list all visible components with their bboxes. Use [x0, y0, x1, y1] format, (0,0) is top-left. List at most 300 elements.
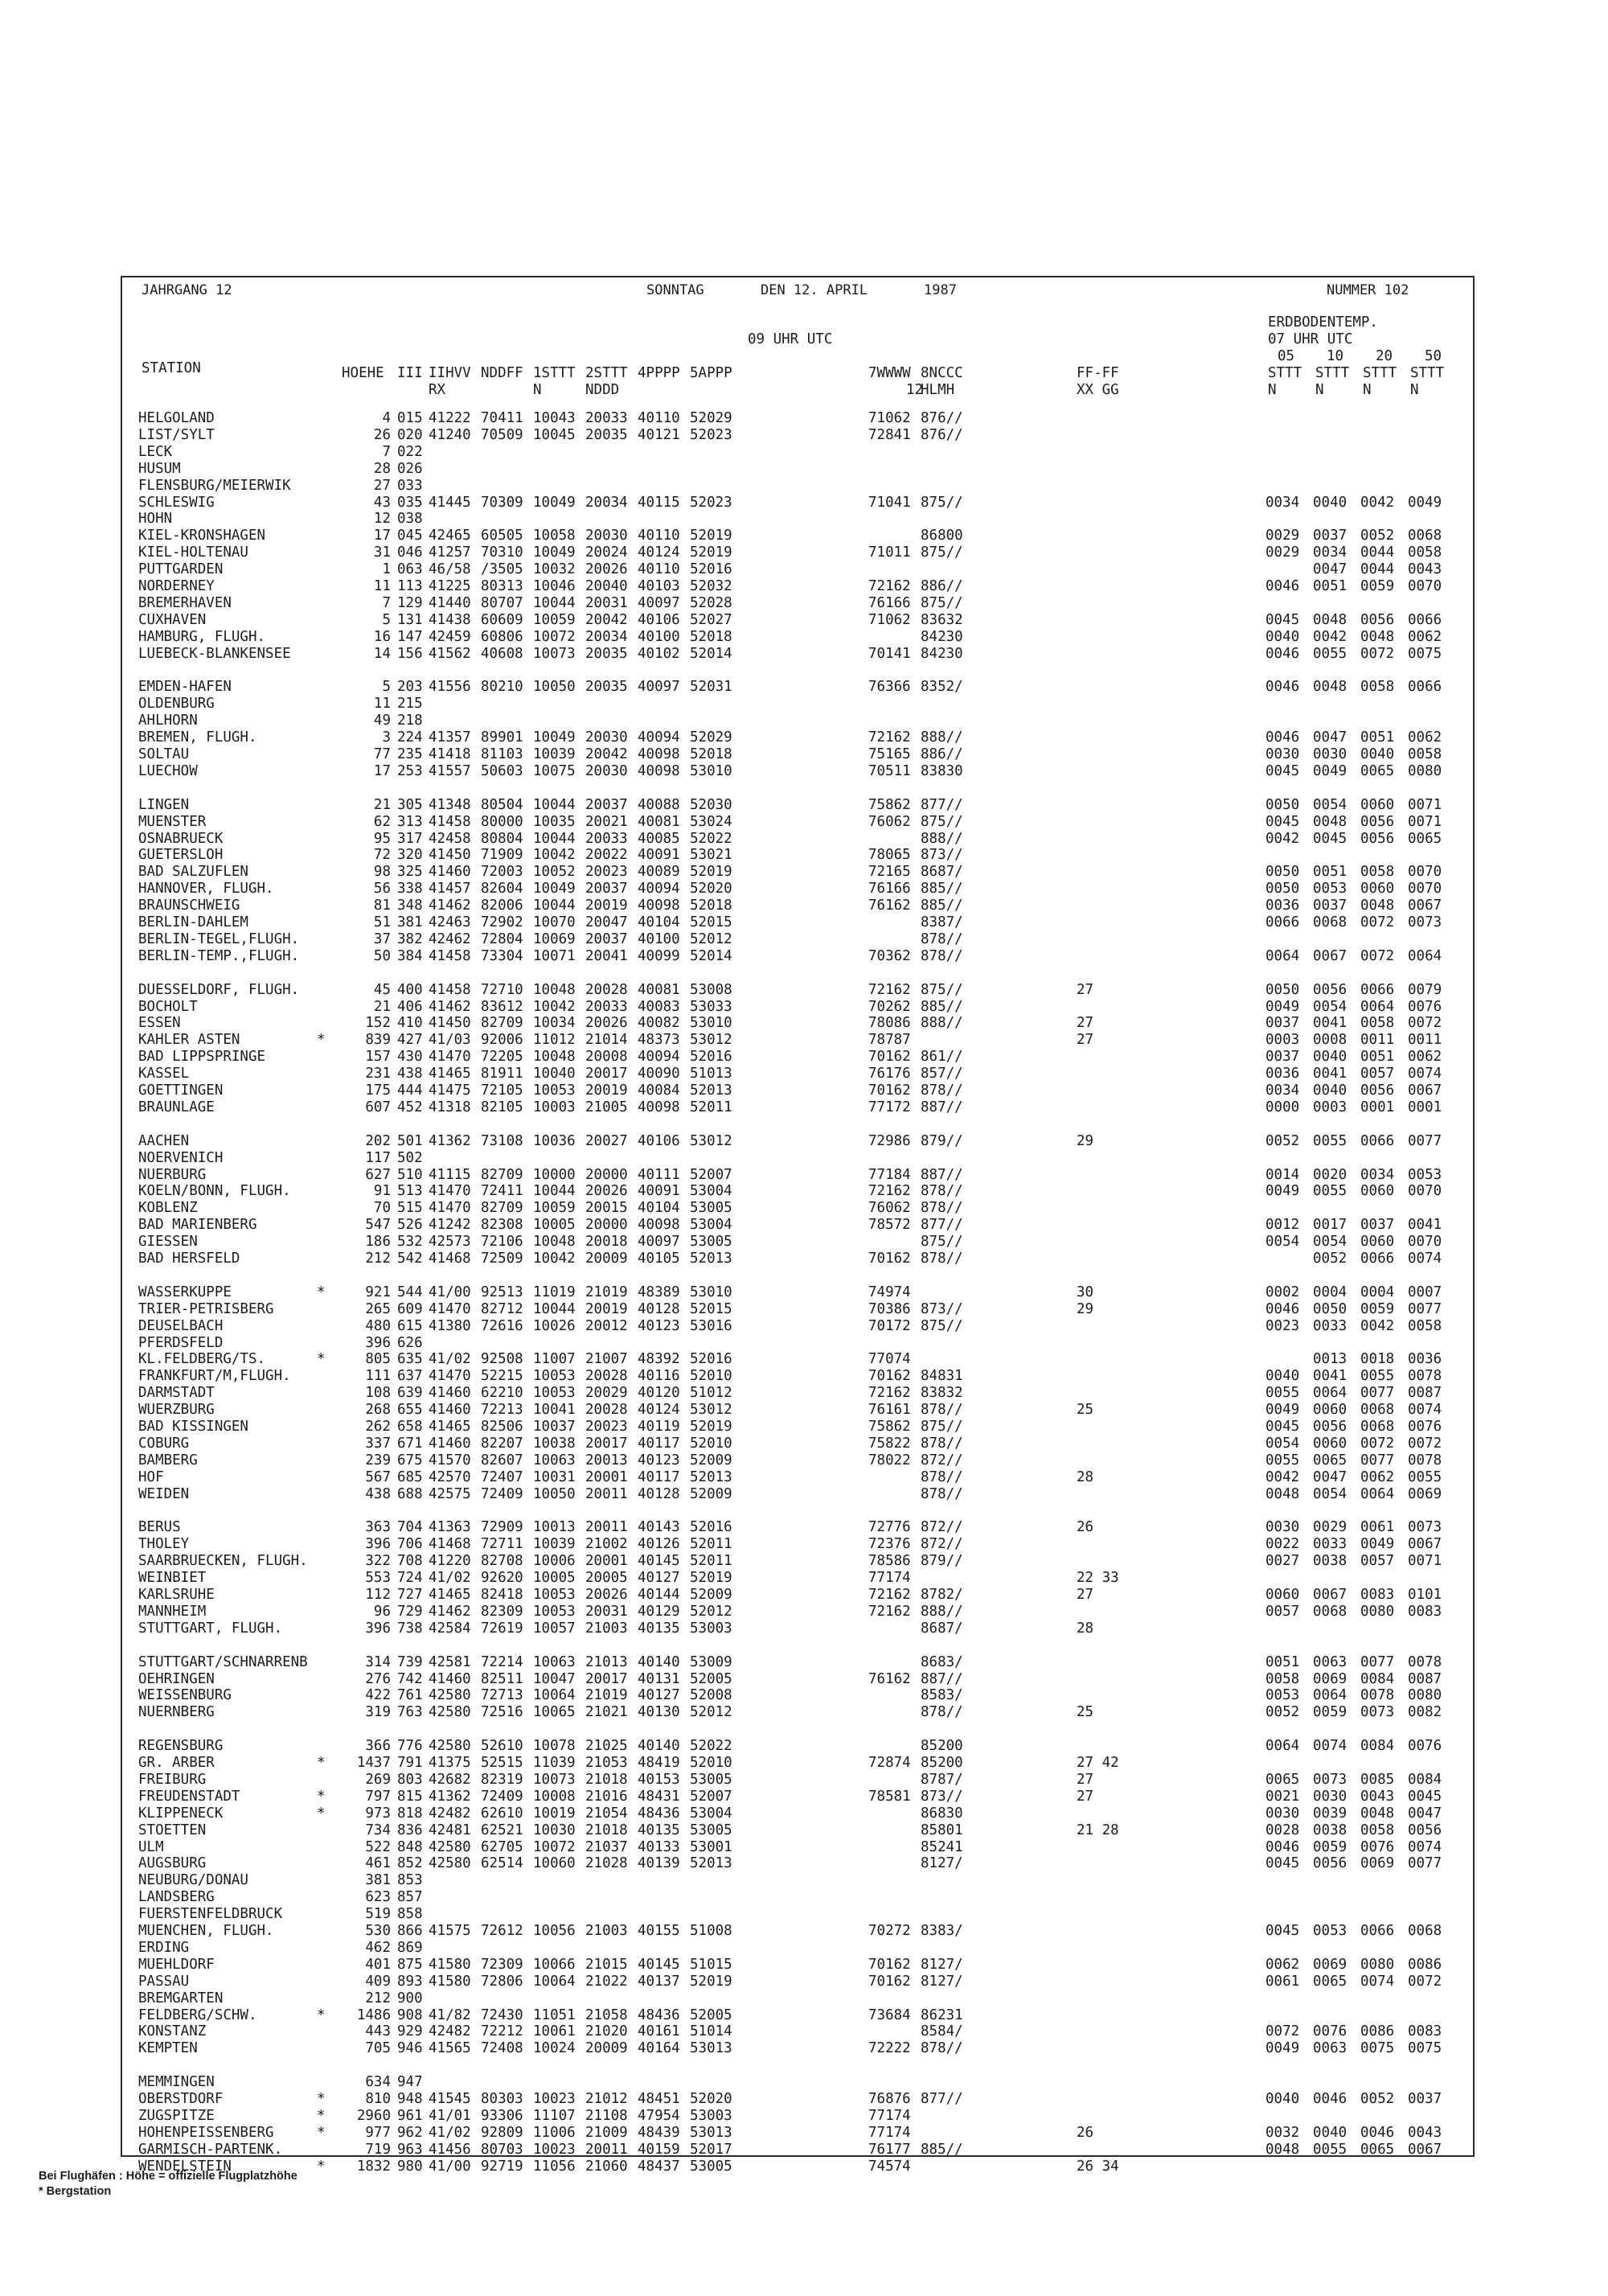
cell-hoehe: 363	[365, 1519, 391, 1536]
cell-station: THOLEY	[138, 1536, 190, 1553]
cell-stt2: 21018	[585, 1822, 628, 1838]
cell-e05: 0032	[1265, 2124, 1300, 2141]
cell-e10: 0030	[1313, 746, 1348, 762]
cell-ncc: 8583/	[921, 1687, 963, 1704]
cell-hoehe: 443	[365, 2023, 391, 2040]
cell-e50: 0067	[1408, 897, 1442, 914]
cell-stt2: 20027	[585, 1132, 628, 1149]
cell-stt1: 10053	[533, 1082, 576, 1099]
cell-ww: 76366	[868, 679, 911, 696]
cell-ncc: 878//	[921, 1402, 963, 1419]
cell-pppp: 40084	[638, 1082, 680, 1099]
cell-iihvv: 42580	[429, 1687, 471, 1704]
cell-iihvv: 42580	[429, 1855, 471, 1872]
cell-ff: 25	[1077, 1704, 1094, 1721]
cell-nddff: 72411	[481, 1183, 523, 1200]
cell-ww: 72162	[868, 1603, 911, 1620]
cell-e05: 0000	[1265, 1099, 1300, 1115]
cell-star: *	[317, 2124, 326, 2141]
cell-hoehe: 4	[382, 410, 391, 426]
cell-ncc: 875//	[921, 494, 963, 511]
cell-stt2: 20022	[585, 847, 628, 864]
cell-appp: 52010	[690, 1368, 732, 1385]
cell-stt2: 20041	[585, 947, 628, 964]
cell-stt1: 10045	[533, 426, 576, 443]
station-row	[0, 1133, 1608, 1150]
station-row	[0, 629, 1608, 646]
cell-stt1: 11007	[533, 1351, 576, 1368]
cell-iii: 818	[397, 1805, 423, 1822]
cell-ff: 27	[1077, 1587, 1094, 1603]
cell-e05: 0036	[1265, 897, 1300, 914]
cell-hoehe: 72	[373, 847, 391, 864]
cell-stt2: 20000	[585, 1166, 628, 1183]
cell-iihvv: 41/02	[429, 1570, 471, 1587]
cell-e50: 0058	[1408, 544, 1442, 561]
cell-hoehe: 461	[365, 1855, 391, 1872]
cell-station: MUENCHEN, FLUGH.	[138, 1923, 274, 1939]
cell-hoehe: 11	[373, 578, 391, 594]
cell-ww: 76062	[868, 813, 911, 830]
cell-pppp: 48392	[638, 1351, 680, 1368]
cell-station: DUESSELDORF, FLUGH.	[138, 981, 300, 998]
cell-nddff: 82709	[481, 1200, 523, 1217]
soil-temp-title: ERDBODENTEMP.	[1268, 314, 1378, 331]
cell-appp: 53010	[690, 762, 732, 779]
cell-ncc: 8352/	[921, 679, 963, 696]
cell-nddff: 72212	[481, 2023, 523, 2040]
cell-e05: 0045	[1265, 1923, 1300, 1939]
cell-nddff: 80000	[481, 813, 523, 830]
cell-stt1: 10048	[533, 981, 576, 998]
cell-pppp: 40100	[638, 628, 680, 645]
cell-pppp: 48451	[638, 2091, 680, 2107]
cell-nddff: 73108	[481, 1132, 523, 1149]
cell-pppp: 40140	[638, 1738, 680, 1755]
cell-ff: 21 28	[1077, 1822, 1119, 1838]
cell-e50: 0056	[1408, 1822, 1442, 1838]
cell-e50: 0086	[1408, 1956, 1442, 1973]
station-row	[0, 1368, 1608, 1385]
col-4pppp: 4PPPP	[638, 365, 680, 381]
cell-ncc: 877//	[921, 1217, 963, 1234]
cell-hoehe: 11	[373, 696, 391, 713]
cell-station: BREMGARTEN	[138, 1990, 224, 2006]
cell-appp: 52019	[690, 1570, 732, 1587]
cell-iii: 382	[397, 930, 423, 947]
cell-hoehe: 438	[365, 1485, 391, 1502]
cell-ff: 28	[1077, 1620, 1094, 1637]
cell-e05: 0048	[1265, 1485, 1300, 1502]
cell-ww: 76162	[868, 897, 911, 914]
cell-stt1: 10035	[533, 813, 576, 830]
cell-nddff: 72711	[481, 1536, 523, 1553]
cell-ncc: 886//	[921, 746, 963, 762]
cell-stt1: 11039	[533, 1755, 576, 1771]
cell-stt1: 10069	[533, 930, 576, 947]
cell-stt1: 11051	[533, 2006, 576, 2023]
cell-e20: 0048	[1360, 897, 1395, 914]
cell-stt2: 21012	[585, 2091, 628, 2107]
cell-stt2: 20030	[585, 762, 628, 779]
cell-appp: 52023	[690, 426, 732, 443]
cell-station: WENDELSTEIN	[138, 2158, 232, 2175]
cell-e10: 0074	[1313, 1738, 1348, 1755]
cell-iii: 963	[397, 2141, 423, 2158]
cell-station: GARMISCH-PARTENK.	[138, 2141, 283, 2158]
cell-iihvv: 41460	[429, 1402, 471, 1419]
cell-iii: 313	[397, 813, 423, 830]
cell-iii: 046	[397, 544, 423, 561]
cell-iii: 515	[397, 1200, 423, 1217]
cell-iihvv: 41242	[429, 1217, 471, 1234]
cell-hoehe: 607	[365, 1099, 391, 1115]
cell-pppp: 40129	[638, 1603, 680, 1620]
cell-iii: 866	[397, 1923, 423, 1939]
cell-stt2: 20047	[585, 914, 628, 930]
cell-iii: 033	[397, 477, 423, 494]
cell-nddff: 80804	[481, 830, 523, 847]
cell-e05: 0042	[1265, 830, 1300, 847]
cell-ww: 72874	[868, 1755, 911, 1771]
cell-e50: 0087	[1408, 1385, 1442, 1402]
cell-stt1: 10061	[533, 2023, 576, 2040]
cell-appp: 52018	[690, 897, 732, 914]
cell-station: BERLIN-DAHLEM	[138, 914, 248, 930]
cell-e05: 0045	[1265, 1855, 1300, 1872]
cell-iihvv: 41470	[429, 1183, 471, 1200]
cell-e50: 0067	[1408, 2141, 1442, 2158]
footnotes	[39, 2169, 297, 2199]
cell-station: BREMEN, FLUGH.	[138, 729, 257, 746]
cell-nddff: 82105	[481, 1099, 523, 1115]
cell-ncc: 8127/	[921, 1855, 963, 1872]
cell-nddff: 82712	[481, 1300, 523, 1317]
cell-stt1: 11107	[533, 2107, 576, 2124]
cell-ncc: 878//	[921, 1082, 963, 1099]
station-row	[0, 1536, 1608, 1553]
cell-pppp: 40131	[638, 1670, 680, 1687]
cell-stt2: 21002	[585, 1536, 628, 1553]
cell-e50: 0075	[1408, 645, 1442, 662]
cell-star: *	[317, 1284, 326, 1300]
cell-e05: 0050	[1265, 796, 1300, 813]
cell-stt1: 10019	[533, 1805, 576, 1822]
cell-e20: 0004	[1360, 1284, 1395, 1300]
station-row	[0, 1419, 1608, 1436]
cell-iii: 852	[397, 1855, 423, 1872]
cell-pppp: 40116	[638, 1368, 680, 1385]
cell-iihvv: 41240	[429, 426, 471, 443]
cell-ww: 76162	[868, 1670, 911, 1687]
cell-e05: 0040	[1265, 2091, 1300, 2107]
cell-appp: 53021	[690, 847, 732, 864]
cell-e20: 0076	[1360, 1838, 1395, 1855]
obs-time: 09 UHR UTC	[748, 331, 833, 347]
cell-ww: 76177	[868, 2141, 911, 2158]
cell-iii: 532	[397, 1234, 423, 1251]
cell-ncc: 872//	[921, 1452, 963, 1468]
cell-iihvv: 41580	[429, 1956, 471, 1973]
cell-e10: 0040	[1313, 2124, 1348, 2141]
cell-station: WASSERKUPPE	[138, 1284, 232, 1300]
cell-stt1: 10060	[533, 1855, 576, 1872]
cell-stt2: 21025	[585, 1738, 628, 1755]
cell-pppp: 40135	[638, 1620, 680, 1637]
col-n-10: N	[1315, 382, 1324, 398]
cell-pppp: 40117	[638, 1468, 680, 1485]
cell-iihvv: 41/01	[429, 2107, 471, 2124]
cell-e50: 0073	[1408, 914, 1442, 930]
cell-stt2: 21009	[585, 2124, 628, 2141]
cell-appp: 52016	[690, 1049, 732, 1066]
cell-iihvv: 42459	[429, 628, 471, 645]
cell-ncc: 8383/	[921, 1923, 963, 1939]
cell-iii: 544	[397, 1284, 423, 1300]
cell-ww: 70141	[868, 645, 911, 662]
soil-temp-time: 07 UHR UTC	[1268, 331, 1353, 347]
cell-stt1: 10034	[533, 1015, 576, 1032]
cell-hoehe: 1	[382, 561, 391, 578]
cell-e05: 0045	[1265, 813, 1300, 830]
cell-e05: 0027	[1265, 1553, 1300, 1570]
cell-ncc: 83832	[921, 1385, 963, 1402]
cell-stt2: 20005	[585, 1570, 628, 1587]
cell-nddff: 62610	[481, 1805, 523, 1822]
cell-hoehe: 265	[365, 1300, 391, 1317]
cell-ncc: 878//	[921, 1251, 963, 1267]
cell-station: HOF	[138, 1468, 164, 1485]
cell-appp: 52020	[690, 881, 732, 897]
station-row	[0, 1436, 1608, 1452]
cell-iihvv: 41460	[429, 1385, 471, 1402]
cell-e10: 0069	[1313, 1956, 1348, 1973]
cell-stt2: 21020	[585, 2023, 628, 2040]
station-row	[0, 1587, 1608, 1604]
station-row	[0, 1351, 1608, 1368]
cell-iii: 615	[397, 1317, 423, 1334]
cell-nddff: 72509	[481, 1251, 523, 1267]
station-row	[0, 495, 1608, 511]
cell-ff: 29	[1077, 1300, 1094, 1317]
cell-ww: 72222	[868, 2040, 911, 2057]
cell-e50: 0076	[1408, 1419, 1442, 1435]
cell-iii: 729	[397, 1603, 423, 1620]
cell-pppp: 48431	[638, 1788, 680, 1805]
cell-e50: 0070	[1408, 881, 1442, 897]
cell-iihvv: 41115	[429, 1166, 471, 1183]
cell-ncc: 83632	[921, 611, 963, 628]
cell-station: LANDSBERG	[138, 1889, 215, 1906]
cell-e20: 0052	[1360, 2091, 1395, 2107]
cell-iii: 444	[397, 1082, 423, 1099]
col-iihvv: IIHVV	[429, 365, 471, 381]
cell-station: GOETTINGEN	[138, 1082, 224, 1099]
cell-hoehe: 401	[365, 1956, 391, 1973]
cell-nddff: 52515	[481, 1755, 523, 1771]
cell-e50: 0062	[1408, 1049, 1442, 1066]
cell-e20: 0084	[1360, 1738, 1395, 1755]
cell-e05: 0052	[1265, 1132, 1300, 1149]
cell-stt2: 20042	[585, 746, 628, 762]
col-ff-sub: XX GG	[1077, 382, 1119, 398]
cell-appp: 52010	[690, 1435, 732, 1452]
cell-pppp: 40115	[638, 494, 680, 511]
cell-iii: 776	[397, 1738, 423, 1755]
cell-iii: 815	[397, 1788, 423, 1805]
cell-e10: 0060	[1313, 1402, 1348, 1419]
cell-e10: 0053	[1313, 1923, 1348, 1939]
station-row	[0, 1772, 1608, 1789]
cell-stt1: 10044	[533, 897, 576, 914]
cell-stt1: 10031	[533, 1468, 576, 1485]
cell-hoehe: 396	[365, 1620, 391, 1637]
cell-stt2: 20037	[585, 881, 628, 897]
cell-appp: 51012	[690, 1385, 732, 1402]
station-row	[0, 1855, 1608, 1872]
cell-appp: 53012	[690, 1132, 732, 1149]
cell-stt2: 21058	[585, 2006, 628, 2023]
cell-ww: 78586	[868, 1553, 911, 1570]
cell-e10: 0063	[1313, 1653, 1348, 1670]
cell-nddff: 72516	[481, 1704, 523, 1721]
cell-station: NORDERNEY	[138, 578, 215, 594]
cell-e10: 0050	[1313, 1300, 1348, 1317]
cell-e05: 0003	[1265, 1032, 1300, 1049]
cell-stt2: 20033	[585, 830, 628, 847]
cell-e50: 0078	[1408, 1452, 1442, 1468]
cell-stt1: 10075	[533, 762, 576, 779]
cell-station: STUTTGART/SCHNARRENB	[138, 1653, 308, 1670]
cell-station: AUGSBURG	[138, 1855, 207, 1872]
cell-ww: 75165	[868, 746, 911, 762]
cell-ncc: 83830	[921, 762, 963, 779]
cell-hoehe: 96	[373, 1603, 391, 1620]
cell-e50: 0037	[1408, 2091, 1442, 2107]
cell-station: LUECHOW	[138, 762, 198, 779]
cell-pppp: 40094	[638, 881, 680, 897]
cell-e05: 0064	[1265, 1738, 1300, 1755]
cell-ncc: 873//	[921, 1300, 963, 1317]
cell-e10: 0064	[1313, 1687, 1348, 1704]
cell-hoehe: 567	[365, 1468, 391, 1485]
station-row	[0, 999, 1608, 1016]
cell-ww: 72986	[868, 1132, 911, 1149]
cell-ncc: 885//	[921, 897, 963, 914]
cell-stt1: 10059	[533, 611, 576, 628]
cell-ww: 70162	[868, 1049, 911, 1066]
cell-station: NOERVENICH	[138, 1149, 224, 1166]
col-iihvv-sub: RX	[429, 382, 446, 398]
cell-pppp: 40100	[638, 930, 680, 947]
cell-station: LECK	[138, 443, 173, 460]
cell-nddff: 72909	[481, 1519, 523, 1536]
cell-nddff: 72430	[481, 2006, 523, 2023]
cell-appp: 52013	[690, 1855, 732, 1872]
cell-e05: 0052	[1265, 1704, 1300, 1721]
cell-nddff: 72105	[481, 1082, 523, 1099]
cell-stt2: 20001	[585, 1468, 628, 1485]
cell-iihvv: 41375	[429, 1755, 471, 1771]
cell-iii: 406	[397, 998, 423, 1015]
station-row	[0, 1032, 1608, 1049]
cell-ncc: 885//	[921, 881, 963, 897]
cell-hoehe: 14	[373, 645, 391, 662]
cell-stt1: 10064	[533, 1687, 576, 1704]
cell-hoehe: 734	[365, 1822, 391, 1838]
cell-stt1: 10056	[533, 1923, 576, 1939]
cell-e05: 0046	[1265, 729, 1300, 746]
cell-station: KONSTANZ	[138, 2023, 207, 2040]
cell-nddff: 82207	[481, 1435, 523, 1452]
cell-stt1: 10070	[533, 914, 576, 930]
cell-ncc: 888//	[921, 1603, 963, 1620]
cell-e05: 0046	[1265, 645, 1300, 662]
station-row	[0, 1671, 1608, 1688]
cell-e05: 0046	[1265, 1300, 1300, 1317]
cell-hoehe: 49	[373, 713, 391, 729]
cell-stt2: 20021	[585, 813, 628, 830]
cell-ww: 70272	[868, 1923, 911, 1939]
cell-e05: 0057	[1265, 1603, 1300, 1620]
cell-pppp: 48437	[638, 2158, 680, 2175]
cell-ncc: 8387/	[921, 914, 963, 930]
cell-stt1: 10041	[533, 1402, 576, 1419]
cell-iihvv: 41440	[429, 594, 471, 611]
cell-appp: 53008	[690, 981, 732, 998]
cell-pppp: 40144	[638, 1587, 680, 1603]
cell-pppp: 48389	[638, 1284, 680, 1300]
cell-e20: 0059	[1360, 1300, 1395, 1317]
cell-iihvv: 42575	[429, 1485, 471, 1502]
cell-appp: 52005	[690, 1670, 732, 1687]
cell-e20: 0043	[1360, 1788, 1395, 1805]
depth-05: 05	[1278, 348, 1295, 364]
cell-iii: 348	[397, 897, 423, 914]
cell-e05: 0062	[1265, 1956, 1300, 1973]
cell-station: PUTTGARDEN	[138, 561, 224, 578]
cell-star: *	[317, 2158, 326, 2175]
cell-e05: 0034	[1265, 494, 1300, 511]
cell-e50: 0055	[1408, 1468, 1442, 1485]
cell-appp: 53001	[690, 1838, 732, 1855]
cell-iihvv: 41348	[429, 796, 471, 813]
cell-stt2: 21053	[585, 1755, 628, 1771]
cell-ff: 26	[1077, 2124, 1094, 2141]
cell-ncc: 887//	[921, 1670, 963, 1687]
cell-pppp: 40127	[638, 1570, 680, 1587]
cell-pppp: 40128	[638, 1300, 680, 1317]
cell-hoehe: 1832	[356, 2158, 391, 2175]
cell-station: NUERBURG	[138, 1166, 207, 1183]
station-row	[0, 1906, 1608, 1923]
cell-nddff: 92508	[481, 1351, 523, 1368]
cell-stt1: 10036	[533, 1132, 576, 1149]
cell-stt2: 20034	[585, 494, 628, 511]
cell-stt2: 20000	[585, 1217, 628, 1234]
cell-ncc: 84230	[921, 628, 963, 645]
cell-station: BERLIN-TEMP.,FLUGH.	[138, 947, 300, 964]
cell-hoehe: 17	[373, 528, 391, 544]
cell-e50: 0078	[1408, 1368, 1442, 1385]
cell-e05: 0046	[1265, 679, 1300, 696]
cell-iihvv: 41362	[429, 1788, 471, 1805]
cell-iii: 156	[397, 645, 423, 662]
cell-iihvv: 41257	[429, 544, 471, 561]
cell-appp: 53005	[690, 1771, 732, 1788]
cell-ww: 72162	[868, 981, 911, 998]
cell-ncc: 8584/	[921, 2023, 963, 2040]
